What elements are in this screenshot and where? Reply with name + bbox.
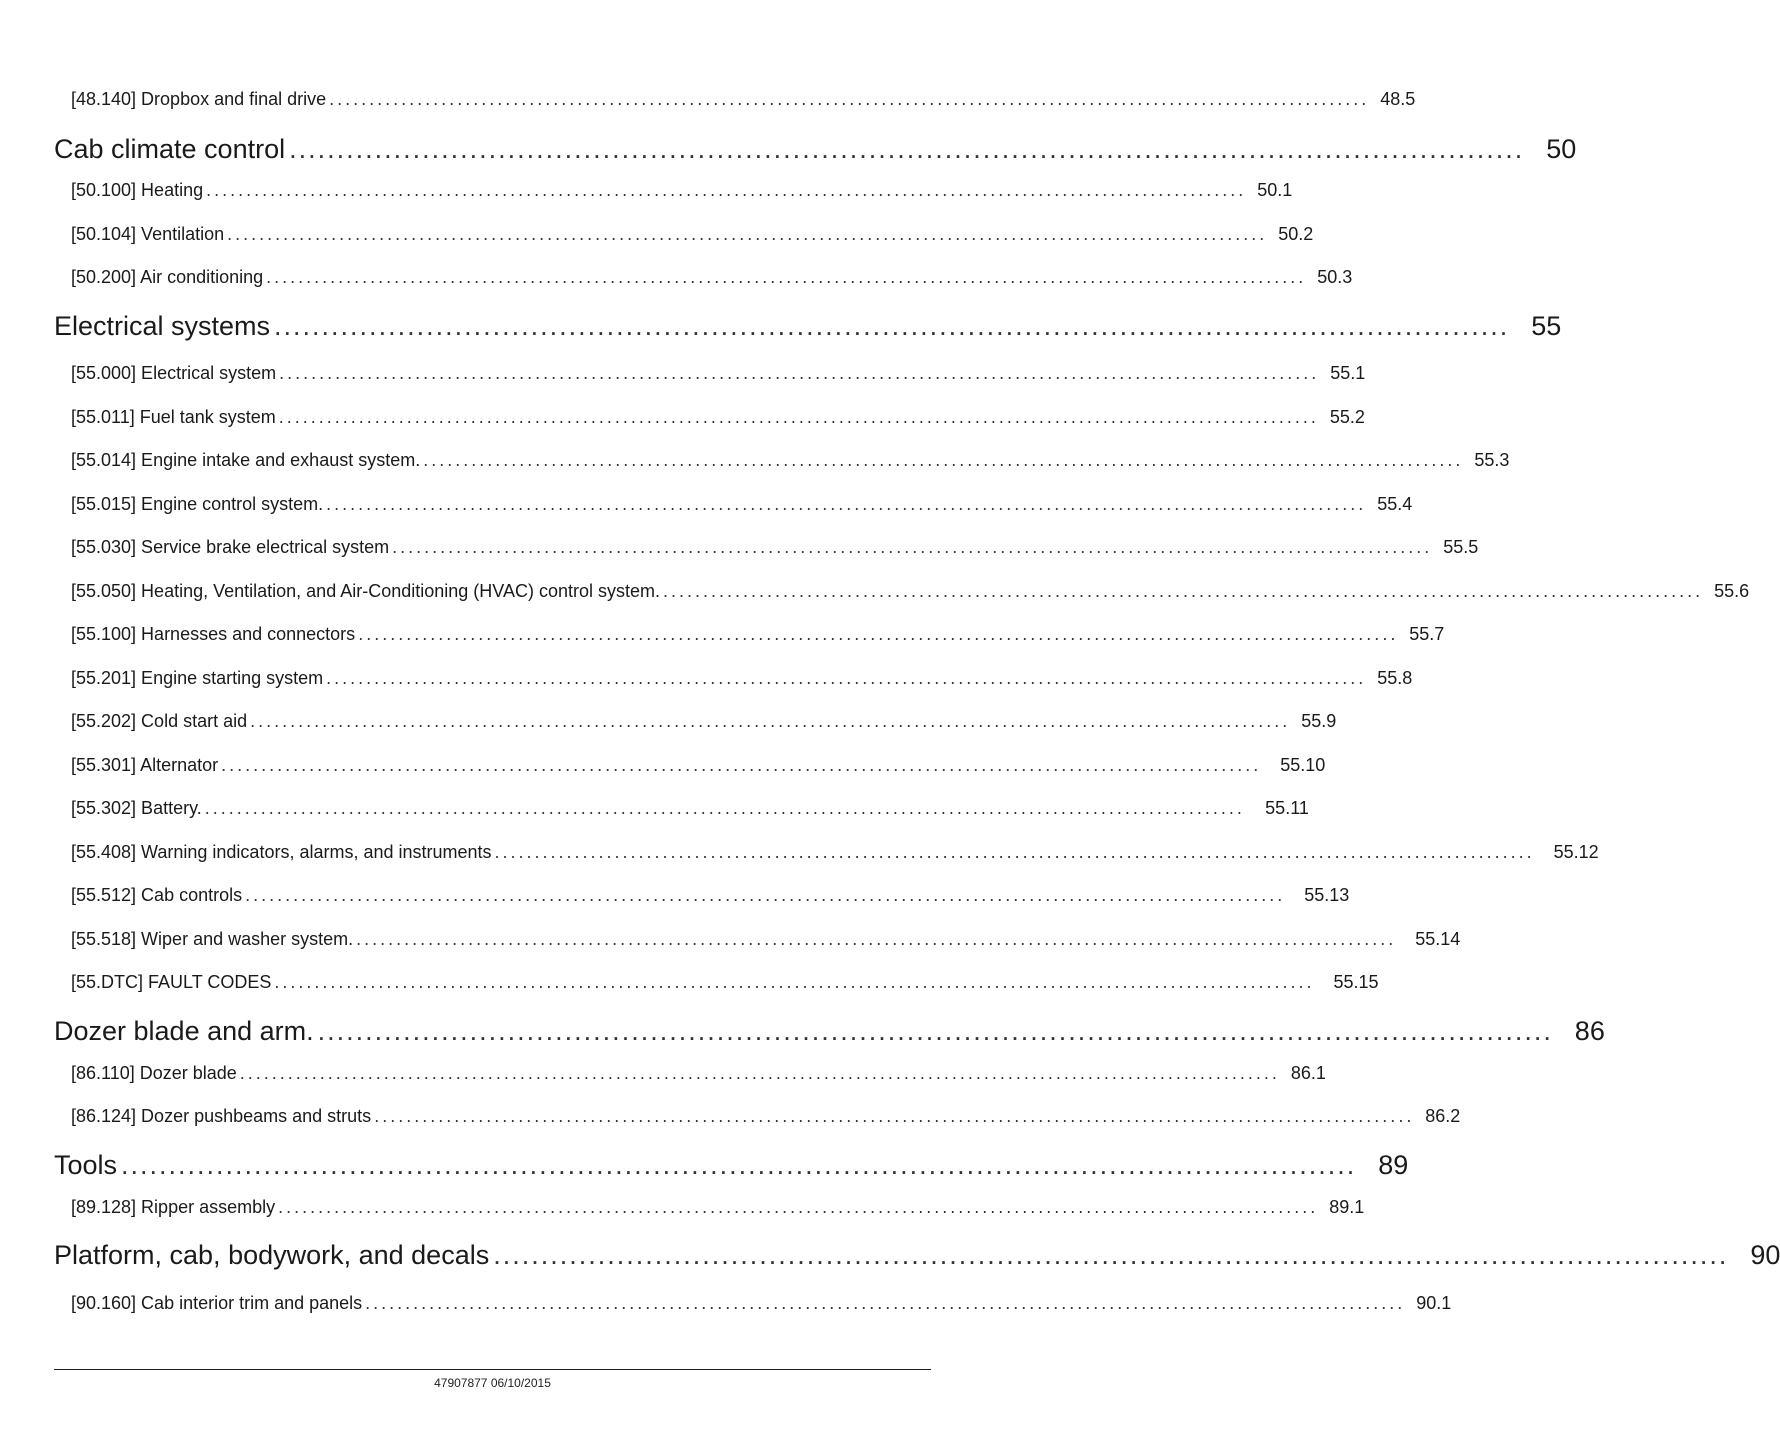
toc-entry-page: 86.2 [1425,1106,1461,1126]
toc-entry[interactable]: [48.140] Dropbox and final drive .................................................................................................................................. 48.5 [71,89,1416,109]
toc-entry-title: [50.200] Air conditioning [71,267,264,287]
toc-entry-title: [55.202] Cold start aid [71,711,248,731]
toc-entry[interactable]: [55.518] Wiper and washer system. .................................................................................................................................. 55.14 [71,929,1461,949]
toc-entry[interactable]: [86.124] Dozer pushbeams and struts .................................................................................................................................. 86.2 [71,1106,1461,1126]
toc-entry[interactable]: [86.110] Dozer blade .................................................................................................................................. 86.1 [71,1063,1326,1083]
toc-entry-page: 50.2 [1278,224,1314,244]
toc-section-page: 50 [1546,134,1577,164]
toc-entry[interactable]: [55.201] Engine starting system .................................................................................................................................. 55.8 [71,668,1413,688]
toc-section-page: 55 [1531,311,1562,341]
toc-entry-page: 90.1 [1416,1293,1452,1313]
toc-entry[interactable]: [55.100] Harnesses and connectors .................................................................................................................................. 55.7 [71,624,1445,644]
toc-section-title: Cab climate control [54,134,286,164]
toc-entry-title: [55.201] Engine starting system [71,668,324,688]
toc-entry[interactable]: [50.104] Ventilation .................................................................................................................................. 50.2 [71,224,1314,244]
toc-section-title: Platform, cab, bodywork, and decals [54,1240,490,1270]
toc-entry-page: 55.4 [1377,494,1413,514]
toc-entry-page: 86.1 [1290,1063,1326,1083]
toc-entry[interactable]: [55.301] Alternator .................................................................................................................................. 55.10 [71,755,1326,775]
toc-entry-page: 55.12 [1553,842,1599,862]
toc-entry[interactable]: [50.200] Air conditioning .................................................................................................................................. 50.3 [71,267,1353,287]
toc-section-page: 86 [1574,1016,1605,1046]
toc-entry-title: [55.011] Fuel tank system [71,407,276,427]
toc-entry[interactable]: [55.512] Cab controls .................................................................................................................................. 55.13 [71,885,1350,905]
toc-section[interactable]: Electrical systems .................................................................................................................................. 55 [54,311,1562,341]
toc-entry[interactable]: [55.050] Heating, Ventilation, and Air-Conditioning (HVAC) control system. .................................................................................................................................. 55.6 [71,581,1750,601]
toc-entry-page: 48.5 [1380,89,1416,109]
toc-entry-page: 55.5 [1443,537,1479,557]
toc-entry[interactable]: [55.202] Cold start aid .................................................................................................................................. 55.9 [71,711,1337,731]
toc-entry-page: 55.2 [1329,407,1365,427]
toc-entry-page: 55.11 [1265,798,1309,818]
toc-entry-title: [90.160] Cab interior trim and panels [71,1293,363,1313]
toc-entry-title: [55.000] Electrical system [71,363,277,383]
toc-entry-title: [55.301] Alternator [71,755,219,775]
toc-entry-page: 55.13 [1304,885,1350,905]
toc-entry-page: 55.8 [1377,668,1413,688]
toc-entry-page: 55.10 [1280,755,1326,775]
toc-entry-page: 89.1 [1329,1197,1365,1217]
toc-entry-title: [55.014] Engine intake and exhaust system. [71,450,421,470]
toc-entry[interactable]: [55.014] Engine intake and exhaust system. .................................................................................................................................. 55.3 [71,450,1510,470]
toc-entry-title: [55.050] Heating, Ventilation, and Air-Conditioning (HVAC) control system. [71,581,660,601]
toc-entry-page: 50.1 [1257,180,1293,200]
footer-doc-id-date: 47907877 06/10/2015 [434,1376,551,1390]
toc-entry[interactable]: [55.011] Fuel tank system .................................................................................................................................. 55.2 [71,407,1365,427]
toc-entry-title: [89.128] Ripper assembly [71,1197,276,1217]
toc-entry[interactable]: [55.DTC] FAULT CODES .................................................................................................................................. 55.15 [71,972,1379,992]
toc-section-title: Dozer blade and arm. [54,1016,314,1046]
toc-entry[interactable]: [50.100] Heating .................................................................................................................................. 50.1 [71,180,1293,200]
toc-entry-title: [86.110] Dozer blade [71,1063,237,1083]
toc-section[interactable]: Platform, cab, bodywork, and decals .................................................................................................................................. 90 [54,1240,1780,1270]
toc-entry[interactable]: [55.302] Battery. .................................................................................................................................. 55.11 [71,798,1309,818]
toc-entry-title: [55.302] Battery. [71,798,202,818]
toc-section-page: 89 [1378,1150,1409,1180]
toc-entry[interactable]: [55.015] Engine control system. .................................................................................................................................. 55.4 [71,494,1413,514]
toc-entry[interactable]: [55.408] Warning indicators, alarms, and instruments .................................................................................................................................. 55.12 [71,842,1599,862]
toc-entry-title: [55.030] Service brake electrical system [71,537,390,557]
toc-entry-title: [55.015] Engine control system. [71,494,324,514]
toc-entry-page: 55.9 [1301,711,1337,731]
toc-entry-title: [50.104] Ventilation [71,224,225,244]
toc-section-title: Tools [54,1150,118,1180]
toc-entry-page: 50.3 [1317,267,1353,287]
toc-entry-title: [48.140] Dropbox and final drive [71,89,327,109]
toc-section[interactable]: Cab climate control .................................................................................................................................. 50 [54,134,1577,164]
toc-entry[interactable]: [55.000] Electrical system .................................................................................................................................. 55.1 [71,363,1366,383]
toc-entry[interactable]: [55.030] Service brake electrical system .................................................................................................................................. 55.5 [71,537,1479,557]
toc-entry-title: [55.512] Cab controls [71,885,243,905]
toc-entry-page: 55.14 [1415,929,1461,949]
toc-entry-page: 55.6 [1714,581,1750,601]
footer-divider [54,1369,931,1370]
toc-entry-title: [50.100] Heating [71,180,204,200]
toc-entry-title: [55.518] Wiper and washer system. [71,929,354,949]
toc-entry-title: [55.100] Harnesses and connectors [71,624,356,644]
toc-entry-title: [55.408] Warning indicators, alarms, and instruments [71,842,492,862]
toc-entry-page: 55.15 [1333,972,1379,992]
toc-entry-page: 55.1 [1330,363,1366,383]
toc-entry-title: [86.124] Dozer pushbeams and struts [71,1106,372,1126]
toc-section[interactable]: Tools .................................................................................................................................. 89 [54,1150,1409,1180]
toc-section[interactable]: Dozer blade and arm. .................................................................................................................................. 86 [54,1016,1605,1046]
toc-entry[interactable]: [89.128] Ripper assembly .................................................................................................................................. 89.1 [71,1197,1365,1217]
toc-entry-page: 55.3 [1474,450,1510,470]
toc-section-title: Electrical systems [54,311,271,341]
toc-entry-title: [55.DTC] FAULT CODES [71,972,272,992]
toc-entry[interactable]: [90.160] Cab interior trim and panels .................................................................................................................................. 90.1 [71,1293,1452,1313]
toc-entry-page: 55.7 [1409,624,1445,644]
toc-section-page: 90 [1750,1240,1780,1270]
